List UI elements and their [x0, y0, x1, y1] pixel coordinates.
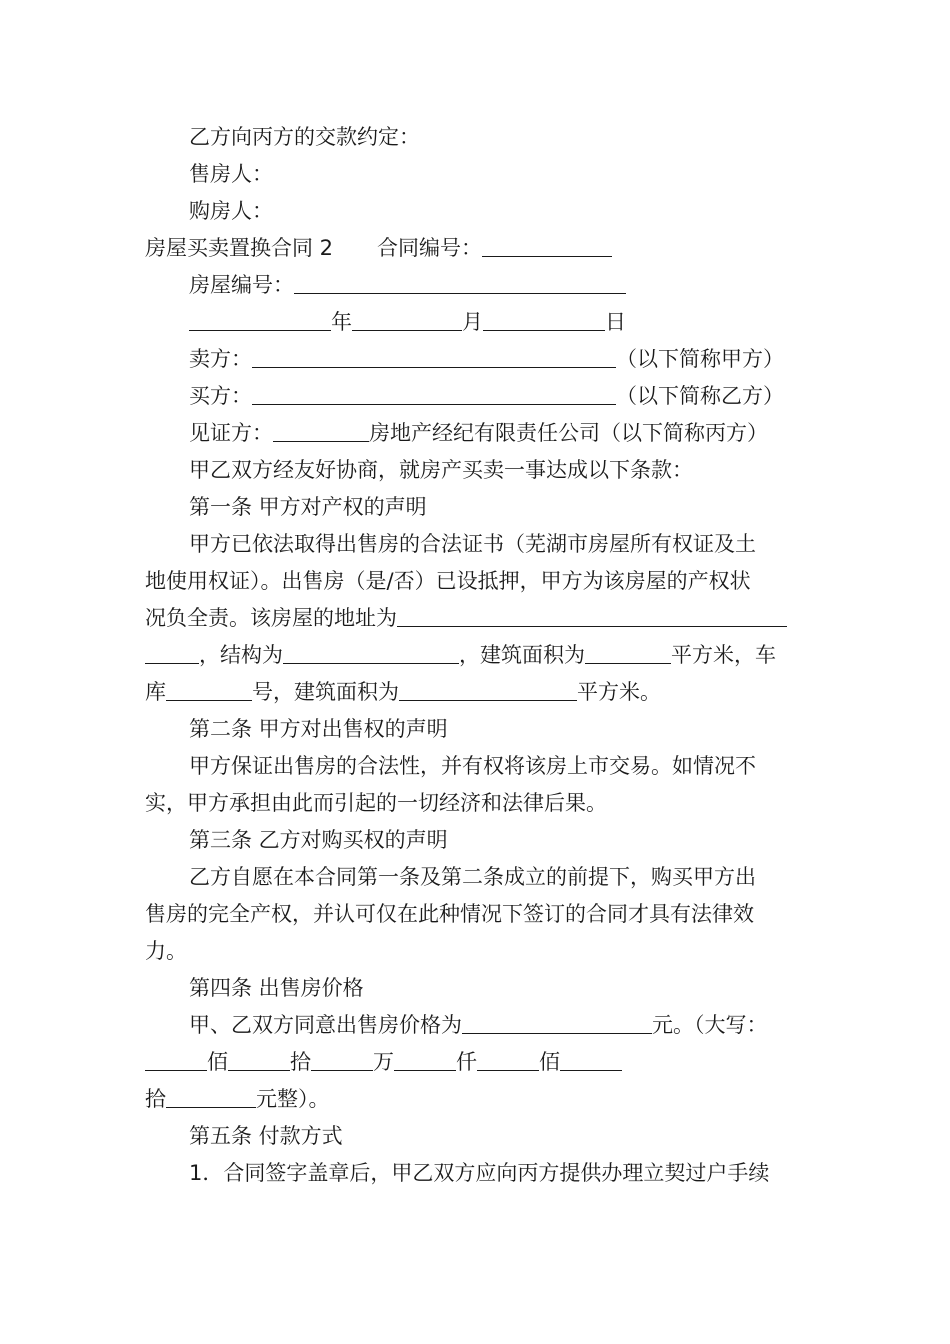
seller-line: 售房人：: [189, 162, 273, 186]
contract-no-blank: [482, 231, 612, 257]
witness-blank: [273, 416, 369, 442]
area-unit: 平方米，车: [671, 643, 776, 667]
article-1-heading: 第一条 甲方对产权的声明: [189, 495, 427, 519]
structure-line: [145, 637, 807, 674]
price-label: 甲、乙双方同意出售房价格为: [189, 1013, 462, 1037]
unit-shi: 拾: [290, 1050, 311, 1074]
intro-paragraph: 甲乙双方经友好协商，就房产买卖一事达成以下条款：: [189, 458, 693, 482]
address-label: 况负全责。该房屋的地址为: [145, 606, 397, 630]
address-line: [145, 600, 807, 637]
price-line: [145, 1007, 807, 1044]
price-unit: 元。（大写：: [652, 1013, 768, 1037]
area-blank: [585, 638, 671, 664]
year-blank: [189, 305, 331, 331]
seller-party-line: [145, 341, 807, 378]
paragraph: 乙方向丙方的交款约定：: [189, 125, 420, 149]
garage-area-label: 号，建筑面积为: [252, 680, 399, 704]
area-label: ，建筑面积为: [459, 643, 585, 667]
digit-blank: [560, 1045, 622, 1071]
buyer-note: （以下简称乙方）: [616, 384, 784, 408]
unit-wan: 万: [373, 1050, 394, 1074]
structure-blank: [283, 638, 459, 664]
paragraph: 乙方自愿在本合同第一条及第二条成立的前提下，购买甲方出: [189, 865, 756, 889]
buyer-line: 购房人：: [189, 199, 273, 223]
seller-blank: [252, 342, 616, 368]
contract-title: 房屋买卖置换合同 2: [145, 236, 334, 260]
paragraph: 1．合同签字盖章后，甲乙双方应向丙方提供办理立契过户手续: [189, 1161, 770, 1185]
digit-blank: [311, 1045, 373, 1071]
month-blank: [352, 305, 462, 331]
contract-no-label: 合同编号：: [377, 236, 483, 260]
month-label: 月: [462, 310, 483, 334]
digit-blank: [228, 1045, 290, 1071]
day-label: 日: [605, 310, 626, 334]
garage-area-blank: [399, 675, 577, 701]
witness-company: 房地产经纪有限责任公司（以下简称丙方）: [369, 421, 768, 445]
price-words-end-line: [145, 1081, 807, 1118]
article-2-heading: 第二条 甲方对出售权的声明: [189, 717, 448, 741]
house-no-blank: [294, 268, 626, 294]
buyer-blank: [252, 379, 616, 405]
unit-bai: 佰: [207, 1050, 228, 1074]
unit-bai: 佰: [539, 1050, 560, 1074]
garage-no-blank: [166, 675, 252, 701]
garage-area-unit: 平方米。: [577, 680, 661, 704]
date-line: [145, 304, 807, 341]
witness-line: [145, 415, 807, 452]
price-words-line: [145, 1044, 807, 1081]
digit-blank: [477, 1045, 539, 1071]
article-4-heading: 第四条 出售房价格: [189, 976, 364, 1000]
unit-shi: 拾: [145, 1087, 166, 1111]
digit-blank: [394, 1045, 456, 1071]
garage-label: 库: [145, 680, 166, 704]
paragraph: 力。: [145, 939, 187, 963]
address-blank: [397, 601, 787, 627]
price-end: 元整）。: [256, 1087, 330, 1111]
garage-line: [145, 674, 807, 711]
digit-blank: [145, 1045, 207, 1071]
paragraph: 甲方保证出售房的合法性，并有权将该房上市交易。如情况不: [189, 754, 756, 778]
house-no-label: 房屋编号：: [189, 273, 294, 297]
witness-label: 见证方：: [189, 421, 273, 445]
seller-note: （以下简称甲方）: [616, 347, 784, 371]
article-3-heading: 第三条 乙方对购买权的声明: [189, 828, 448, 852]
seller-label: 卖方：: [189, 347, 252, 371]
article-5-heading: 第五条 付款方式: [189, 1124, 343, 1148]
paragraph: 甲方已依法取得出售房的合法证书（芜湖市房屋所有权证及土: [189, 532, 756, 556]
house-no-line: [145, 267, 807, 304]
buyer-label: 买方：: [189, 384, 252, 408]
contract-title-line: [145, 230, 807, 267]
address-blank-cont: [145, 638, 199, 664]
paragraph: 地使用权证）。出售房（是/否）已设抵押，甲方为该房屋的产权状: [145, 569, 751, 593]
paragraph: 售房的完全产权，并认可仅在此种情况下签订的合同才具有法律效: [145, 902, 754, 926]
buyer-party-line: [145, 378, 807, 415]
structure-label: ，结构为: [199, 643, 283, 667]
price-blank: [462, 1008, 652, 1034]
year-label: 年: [331, 310, 352, 334]
day-blank: [483, 305, 605, 331]
paragraph: 实，甲方承担由此而引起的一切经济和法律后果。: [145, 791, 607, 815]
contract-body: [145, 119, 807, 1192]
unit-qian: 仟: [456, 1050, 477, 1074]
digit-blank: [166, 1082, 256, 1108]
